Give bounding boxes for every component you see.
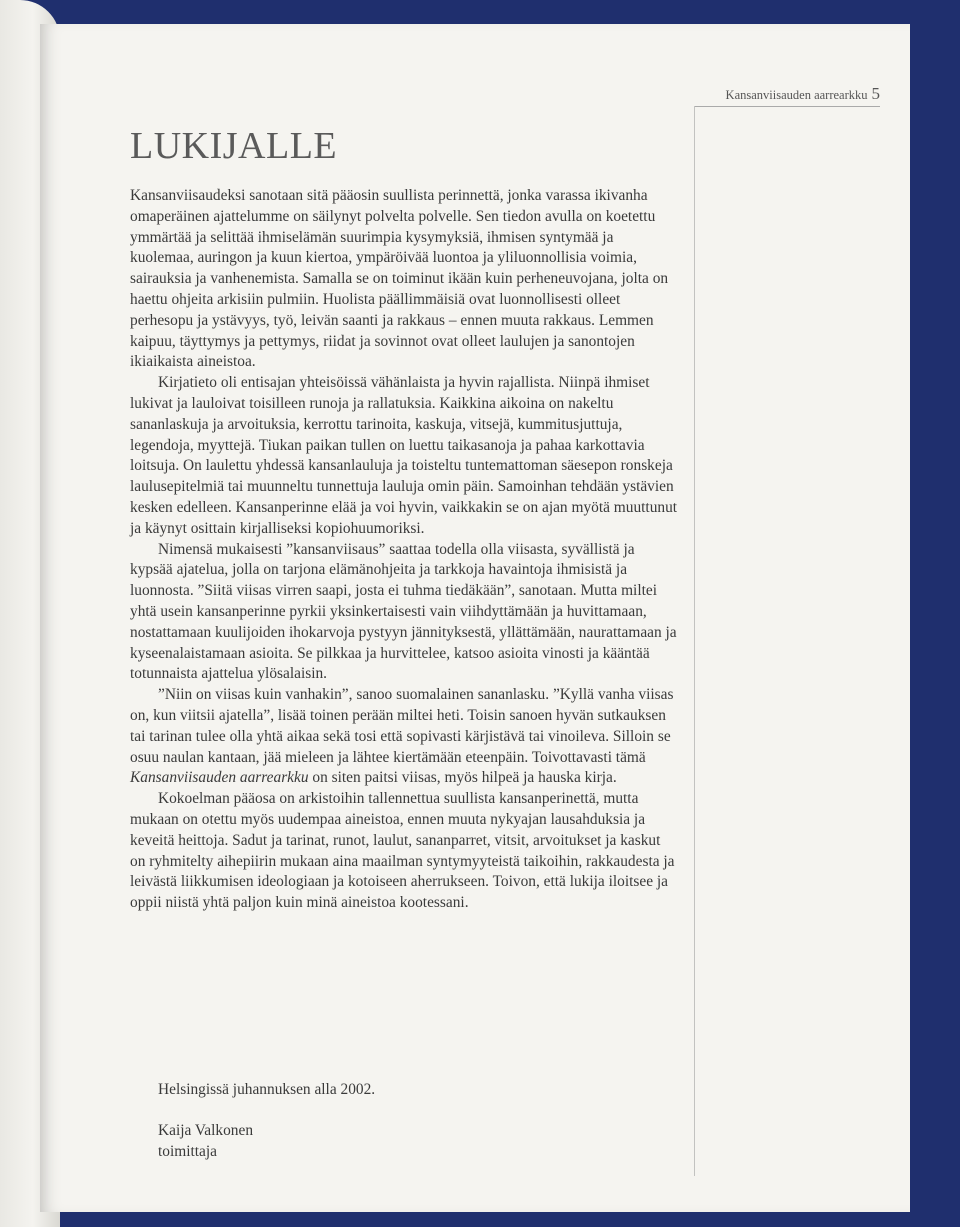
- paragraph-4-text-b: on siten paitsi viisas, myös hilpeä ja hauska kirja.: [308, 769, 617, 787]
- running-head-title: Kansanviisauden aarrearkku: [725, 88, 868, 102]
- paragraph-5: Kokoelman pääosa on arkistoihin tallennettua suullista kansanperinettä, mutta mukaan on otettu myös uudempaa aineistoa, ennen muuta nykyajan lausahduksia ja keveitä heittoja. Sadut ja tarinat, runot, laulut, sananparret, vitsit, arvoitukset ja kaskut on ryhmitelty aihepiirin mukaan aina maailman syntymyyteistä taikoihin, rakkaudesta ja leivästä liikkumisen ideologiaan ja kotoiseen aherrukseen. Toivon, että lukija iloitsee ja oppii niistä yhtä paljon kuin minä aineistoa kootessani.: [130, 790, 675, 912]
- paragraph-1: Kansanviisaudeksi sanotaan sitä pääosin suullista perinnettä, jonka varassa ikivanha omaperäinen ajattelumme on säilynyt polvelta polvelle. Sen tiedon avulla on koetettu ymmärtää ja selittää ihmiselämän suurimpia kysymyksiä, ihmisen syntymää ja kuolemaa, auringon ja kuun kiertoa, ympäröivää luontoa ja yliluonnollisia voimia, sairauksia ja vanhenemista. Samalla se on toiminut ikään kuin perheneuvojana, jolta on haettu ohjeita arkisiin pulmiin. Huolista päällimmäisiä ovat luonnollisesti olleet perhesopu ja ystävyys, työ, leivän saanti ja rakkaus – ennen muuta rakkaus. Lemmen kaipuu, täyttymys ja pettymys, riidat ja sovinnot ovat olleet laulujen ja sanontojen ikiaikaista aineistoa.: [130, 187, 669, 371]
- body-text: [130, 186, 678, 914]
- place-date: Helsingissä juhannuksen alla 2002.: [158, 1081, 376, 1098]
- paragraph-4: [130, 685, 678, 789]
- author-role: toimittaja: [158, 1142, 217, 1160]
- running-head: [694, 84, 880, 104]
- paragraph-2: Kirjatieto oli entisajan yhteisöissä vähänlaista ja hyvin rajallista. Niinpä ihmiset lukivat ja lauloivat toisilleen runoja ja rallatuksia. Kaikkina aikoina on nakeltu sananlaskuja ja arvoituksia, kerrottu tarinoita, kaskuja, vitsejä, kummitusjuttuja, legendoja, myyttejä. Tiukan paikan tullen on luettu taikasanoja ja pahaa karkottavia loitsuja. On laulettu yhdessä kansanlauluja ja toisteltu tuntemattoman säesepon ronskeja laulusepitelmiä tai muunneltu tunnettuja lauluja omin päin. Samoinhan tehdään ystävien kesken edelleen. Kansanperinne elää ja voi hyvin, vaikkakin se on ajan myötä muuttunut ja käynyt osittain kirjalliseksi kopiohuumoriksi.: [130, 374, 678, 537]
- paragraph-3: Nimensä mukaisesti ”kansanviisaus” saattaa todella olla viisasta, syvällistä ja kypsää ajatelua, jolla on tarjona elämänohjeita ja tarkkoja havaintoja ihmisistä ja luonnosta. ”Siitä viisas virren saapi, josta ei tuhma tiedäkään”, sanotaan. Mutta miltei yhtä usein kansanperinne pyrkii yksinkertaisesti vain viihdyttämään ja huvittamaan, nostattamaan kuulijoiden ihokarvoja pystyyn jännityksestä, yllättämään, naurattamaan ja kyseenalaistamaan asioita. Se pilkkaa ja hurvittelee, katsoo asioita vinosti ja kääntää totunnaista ajattelua ylösalaisin.: [130, 540, 677, 683]
- page-number: 5: [871, 84, 880, 103]
- book-title-italic: Kansanviisauden aarrearkku: [130, 769, 309, 787]
- page-title: LUKIJALLE: [130, 125, 338, 167]
- margin-rule: [694, 106, 695, 1176]
- signoff: [158, 1080, 658, 1162]
- author-name: Kaija Valkonen: [158, 1121, 254, 1139]
- running-head-rule: [694, 106, 880, 107]
- paragraph-4-text-a: ”Niin on viisas kuin vanhakin”, sanoo suomalainen sananlasku. ”Kyllä vanha viisas on, kun viitsii ajatella”, lisää toinen perään miltei heti. Toisin sanoen hyvän sutkauksen tai tarinan tulee olla yhtä aikaa sekä tosi että sopivasti kärjistävä tai vinoileva. Silloin se osuu naulan kantaan, jää mieleen ja lähtee kiertämään eteenpäin. Toivottavasti tämä: [130, 686, 674, 766]
